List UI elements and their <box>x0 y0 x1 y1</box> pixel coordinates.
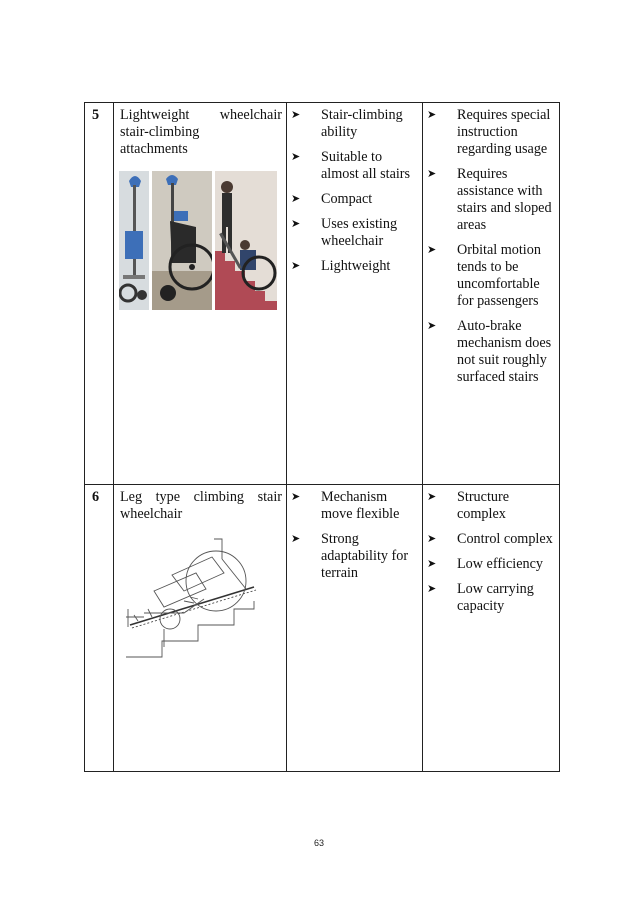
list-item: ➤ Compact <box>291 191 373 207</box>
comparison-table <box>84 102 560 772</box>
arrow-bullet-icon: ➤ <box>427 491 437 503</box>
advantages-cell <box>287 103 423 485</box>
table-row <box>85 103 560 485</box>
disadvantages-list <box>423 103 559 386</box>
device-name-rest: wheelchair <box>120 506 183 522</box>
row-number-cell <box>85 485 114 772</box>
device-name-line: Lightweight wheelchair <box>120 107 282 123</box>
arrow-bullet-icon: ➤ <box>427 320 437 332</box>
device-name <box>114 485 286 523</box>
arrow-bullet-icon: ➤ <box>427 168 437 180</box>
arrow-bullet-icon: ➤ <box>291 533 301 545</box>
wheelchair-attachment-photo <box>152 171 212 310</box>
list-item: ➤ Requires assistance with stairs and sloped areas <box>427 166 552 233</box>
list-item: ➤ Suitable to almost all stairs <box>291 149 411 182</box>
disadvantages-cell <box>423 485 560 772</box>
list-item: ➤ Structure complex <box>427 489 510 522</box>
leg-mechanism-diagram <box>124 529 286 669</box>
page-number: 63 <box>313 838 324 848</box>
arrow-bullet-icon: ➤ <box>427 558 437 570</box>
arrow-bullet-icon: ➤ <box>291 218 301 230</box>
arrow-bullet-icon: ➤ <box>291 260 301 272</box>
list-item: ➤ Low efficiency <box>427 556 544 572</box>
list-item: ➤ Lightweight <box>291 258 391 274</box>
list-item: ➤ Control complex <box>427 531 553 547</box>
stair-climber-photo <box>119 171 149 310</box>
list-item: ➤ Mechanism move flexible <box>291 489 400 522</box>
list-item: ➤ Requires special instruction regarding usage <box>427 107 551 157</box>
advantages-list <box>287 485 422 582</box>
device-name-cell <box>114 485 287 772</box>
arrow-bullet-icon: ➤ <box>427 583 437 595</box>
row-number: 5 <box>92 107 100 123</box>
list-item: ➤ Low carrying capacity <box>427 581 534 614</box>
advantages-cell <box>287 485 423 772</box>
arrow-bullet-icon: ➤ <box>427 244 437 256</box>
arrow-bullet-icon: ➤ <box>291 193 301 205</box>
row-number-cell <box>85 103 114 485</box>
arrow-bullet-icon: ➤ <box>291 151 301 163</box>
row-number: 6 <box>92 489 100 505</box>
arrow-bullet-icon: ➤ <box>427 109 437 121</box>
stair-usage-photo <box>215 171 277 310</box>
arrow-bullet-icon: ➤ <box>291 491 301 503</box>
list-item: ➤ Uses existing wheelchair <box>291 216 398 249</box>
list-item: ➤ Strong adaptability for terrain <box>291 531 409 581</box>
list-item: ➤ Stair-climbing ability <box>291 107 403 140</box>
device-name-cell <box>114 103 287 485</box>
disadvantages-list <box>423 485 559 615</box>
arrow-bullet-icon: ➤ <box>427 533 437 545</box>
advantages-list <box>287 103 422 275</box>
wheelchair-photos <box>119 171 286 310</box>
table-row <box>85 485 560 772</box>
list-item: ➤ Auto-brake mechanism does not suit roughly surfaced stairs <box>427 318 552 385</box>
arrow-bullet-icon: ➤ <box>291 109 301 121</box>
device-name <box>114 103 286 158</box>
disadvantages-cell <box>423 103 560 485</box>
device-name-line: Leg type climbing stair <box>120 489 282 505</box>
list-item: ➤ Orbital motion tends to be uncomfortable for passengers <box>427 242 541 309</box>
device-name-rest: stair-climbing attachments <box>120 124 200 157</box>
